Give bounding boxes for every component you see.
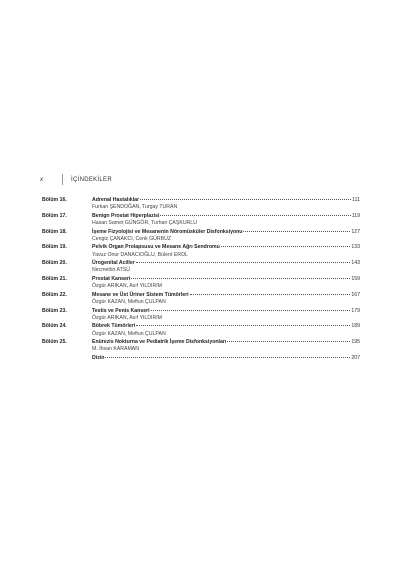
page-number: x: [40, 176, 43, 183]
toc-authors: Necmettin ATSÜ: [92, 267, 130, 274]
toc-authors: Hasan Samet GÜNGÖR, Turhan ÇAŞKURLU: [92, 220, 197, 226]
toc-authors: Furkan ŞENDOĞAN, Turgay TURAN: [92, 204, 178, 211]
toc-authors: Özgür ARIKAN, Asıf YILDIRIM: [92, 283, 162, 290]
toc-title-line: [92, 213, 360, 220]
toc-title-line: [92, 260, 360, 267]
dot-leader: [151, 310, 351, 311]
toc-chapter-title[interactable]: Adrenal Hastalıklar: [92, 197, 139, 203]
dot-leader: [136, 262, 351, 263]
dot-leader: [105, 357, 350, 358]
toc-chapter-title[interactable]: Ürogenital Aciller: [92, 260, 135, 267]
toc-entry-body: [92, 276, 360, 292]
toc-authors: Yavuz Onur DANACIOĞLU, Bülent EROL: [92, 251, 188, 258]
toc-chapter-title[interactable]: Mesane ve Üst Üriner Sistem Tümörleri: [92, 291, 189, 298]
dot-leader: [160, 215, 350, 216]
toc-title-line: [92, 229, 360, 236]
toc-chapter-number: Bölüm 16.: [42, 197, 67, 203]
toc-title-line: [92, 355, 360, 362]
toc-chapter-number: Bölüm 21.: [42, 275, 67, 282]
toc-entry[interactable]: [42, 355, 360, 365]
toc-entry[interactable]: [42, 260, 360, 276]
toc-chapter-number: Bölüm 23.: [42, 307, 67, 314]
toc-page-number[interactable]: 167: [351, 291, 360, 298]
header-divider: [62, 174, 63, 185]
toc-page-number[interactable]: 127: [351, 228, 360, 235]
toc-chapter-title[interactable]: Prostat Kanseri: [92, 275, 131, 282]
toc-authors: Cengiz ÇANAKCI, Cenk GÜRBÜZ: [92, 235, 171, 242]
dot-leader: [227, 341, 350, 342]
toc-entry[interactable]: [42, 244, 360, 260]
dot-leader: [221, 246, 351, 247]
dot-leader: [131, 278, 350, 279]
toc-entry-body: [92, 355, 360, 362]
toc-authors: Özgür ARIKAN, Asıf YILDIRIM: [92, 314, 162, 321]
toc-entry[interactable]: [42, 292, 360, 308]
toc-chapter-title[interactable]: Enürezis Nokturna ve Pediatrik İşeme Disfonksiyonları: [92, 339, 227, 346]
toc-title-line: [92, 244, 360, 251]
dot-leader: [190, 294, 351, 295]
toc-entry-body: [92, 197, 360, 213]
toc-chapter-number: Bölüm 18.: [42, 228, 67, 235]
toc-chapter-number: Bölüm 20.: [42, 260, 67, 267]
toc-entry[interactable]: [42, 197, 360, 213]
dot-leader: [243, 231, 350, 232]
toc-entry-body: [92, 339, 360, 355]
toc-entry-body: [92, 292, 360, 308]
toc-chapter-title[interactable]: Böbrek Tümörleri: [92, 323, 136, 330]
toc-page-number[interactable]: 111: [352, 197, 360, 203]
toc-authors: Özgür KAZAN, Meftun ÇULPAN: [92, 298, 166, 305]
toc-chapter-title[interactable]: Benign Prostat Hiperplazisi: [92, 212, 160, 219]
section-title: İÇİNDEKİLER: [71, 176, 112, 183]
toc-entry[interactable]: [42, 229, 360, 245]
toc-entry-body: [92, 213, 360, 229]
toc-entry[interactable]: [42, 308, 360, 324]
toc-entry-body: [92, 244, 360, 260]
toc-entry[interactable]: [42, 276, 360, 292]
toc-page-number[interactable]: 179: [351, 307, 360, 314]
toc-chapter-number: Bölüm 22.: [42, 291, 67, 298]
toc-page-number[interactable]: 159: [351, 275, 360, 282]
toc-chapter-title[interactable]: İşeme Fizyolojisi ve Mesanenin Nöromüsküler Disfonksiyonu: [92, 228, 243, 235]
toc-chapter-number: Bölüm 19.: [42, 244, 67, 251]
toc-entry-body: [92, 260, 360, 276]
toc-entry[interactable]: [42, 339, 360, 355]
page-header: [40, 174, 112, 185]
toc-page-number[interactable]: 207: [351, 354, 360, 361]
toc-chapter-title[interactable]: Pelvik Organ Prolapsusu ve Mesane Ağrı Sendromu: [92, 244, 220, 251]
toc-entry-body: [92, 323, 360, 339]
toc-page-number[interactable]: 119: [351, 212, 360, 219]
toc-page-number[interactable]: 189: [351, 323, 360, 330]
toc-title-line: [92, 292, 360, 299]
toc-chapter-title[interactable]: Dizin: [92, 354, 105, 361]
toc-chapter-number: Bölüm 24.: [42, 323, 67, 330]
toc-chapter-number: Bölüm 25.: [42, 339, 67, 346]
toc-title-line: [92, 323, 360, 330]
toc-chapter-title[interactable]: Testis ve Penis Kanseri: [92, 307, 150, 314]
dot-leader: [136, 325, 350, 326]
toc-entry[interactable]: [42, 213, 360, 229]
toc-title-line: [92, 308, 360, 315]
toc-page-number[interactable]: 143: [351, 260, 360, 267]
toc-entry-body: [92, 229, 360, 245]
toc-authors: M. İhsan KARAMAN: [92, 346, 139, 353]
toc-chapter-number: Bölüm 17.: [42, 212, 67, 219]
toc-entry[interactable]: [42, 323, 360, 339]
toc-authors: Özgür KAZAN, Meftun ÇULPAN: [92, 330, 166, 337]
table-of-contents: [42, 197, 360, 365]
toc-entry-body: [92, 308, 360, 324]
toc-page-number[interactable]: 195: [351, 339, 360, 346]
dot-leader: [140, 199, 351, 200]
toc-page-number[interactable]: 133: [351, 244, 360, 251]
